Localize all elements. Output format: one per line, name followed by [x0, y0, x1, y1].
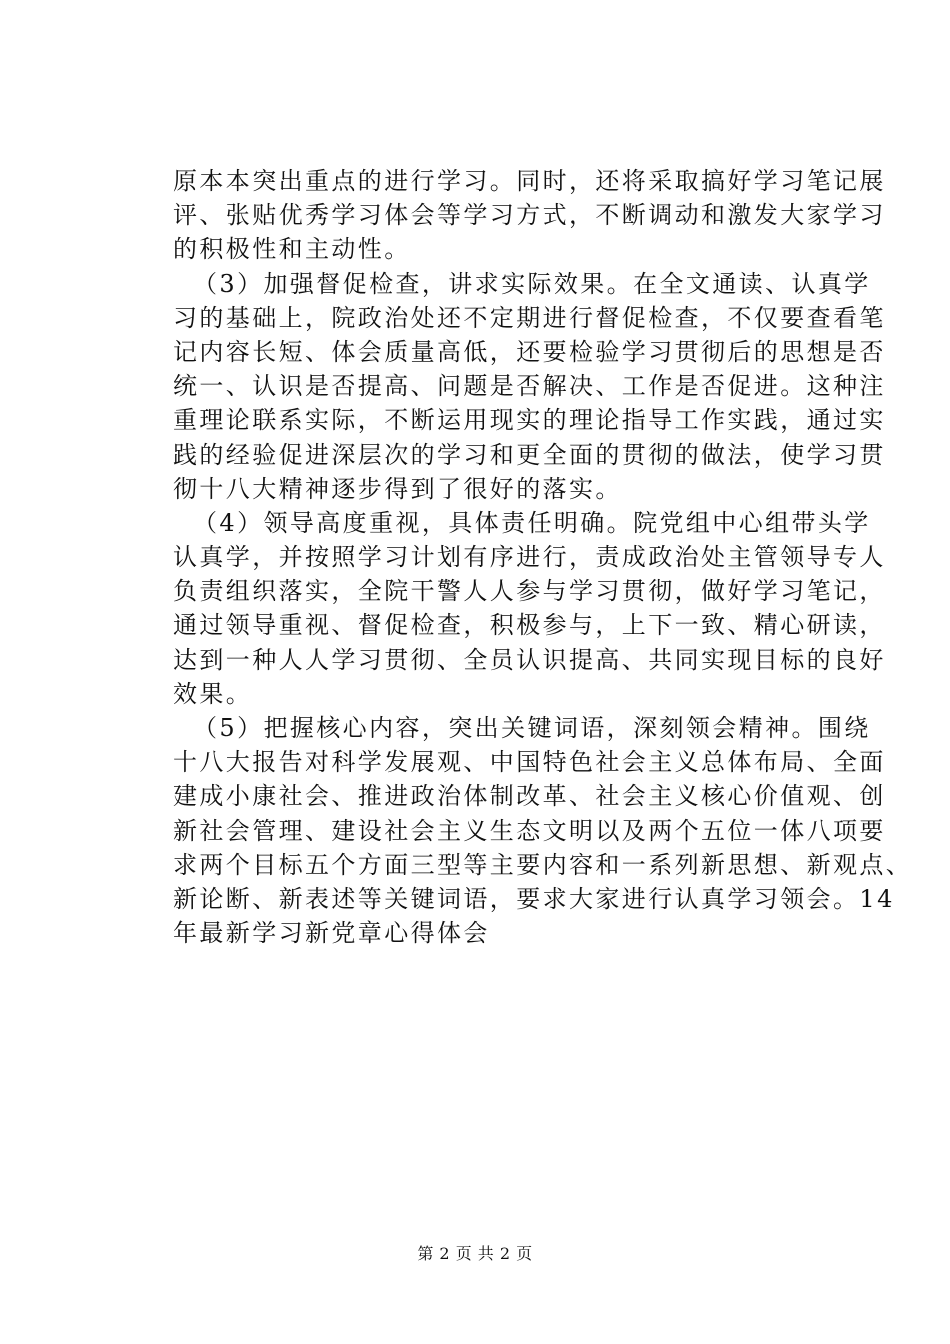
text-line: 负责组织落实，全院干警人人参与学习贯彻，做好学习笔记， — [173, 577, 886, 606]
text-line: 重理论联系实际，不断运用现实的理论指导工作实践，通过实 — [173, 406, 886, 435]
text-line: 年最新学习新党章心得体会 — [173, 919, 490, 948]
text-line: 十八大报告对科学发展观、中国特色社会主义总体布局、全面 — [173, 748, 886, 777]
text-line: 新社会管理、建设社会主义生态文明以及两个五位一体八项要 — [173, 816, 886, 845]
paragraph-3-start: （3）加强督促检查，讲求实际效果。在全文通读、认真学 — [193, 269, 871, 298]
text-line: 效果。 — [173, 679, 253, 708]
text-line: 原本本突出重点的进行学习。同时，还将采取搞好学习笔记展 — [173, 167, 886, 195]
document-body — [173, 164, 913, 950]
text-line: 践的经验促进深层次的学习和更全面的贯彻的做法，使学习贯 — [173, 440, 886, 469]
text-line: 认真学，并按照学习计划有序进行，责成政治处主管领导专人 — [173, 543, 886, 572]
paragraph-5-start: （5）把握核心内容，突出关键词语，深刻领会精神。围绕 — [193, 714, 871, 742]
paragraph-4-start: （4）领导高度重视，具体责任明确。院党组中心组带头学 — [193, 508, 871, 537]
page-number-footer: 第 2 页 共 2 页 — [417, 1244, 533, 1263]
text-line: 彻十八大精神逐步得到了很好的落实。 — [173, 474, 622, 503]
text-line: 求两个目标五个方面三型等主要内容和一系列新思想、新观点、 — [173, 850, 913, 879]
text-line: 记内容长短、体会质量高低，还要检验学习贯彻后的思想是否 — [173, 337, 886, 366]
text-line: 新论断、新表述等关键词语，要求大家进行认真学习领会。14 — [173, 884, 895, 913]
text-line: 建成小康社会、推进政治体制改革、社会主义核心价值观、创 — [173, 782, 886, 811]
text-line: 的积极性和主动性。 — [173, 235, 411, 264]
text-line: 达到一种人人学习贯彻、全员认识提高、共同实现目标的良好 — [173, 645, 886, 674]
text-line: 习的基础上，院政治处还不定期进行督促检查，不仅要查看笔 — [173, 303, 886, 332]
text-line: 评、张贴优秀学习体会等学习方式，不断调动和激发大家学习 — [173, 201, 886, 230]
text-line: 通过领导重视、督促检查，积极参与，上下一致、精心研读， — [173, 611, 886, 640]
text-line: 统一、认识是否提高、问题是否解决、工作是否促进。这种注 — [173, 372, 886, 401]
